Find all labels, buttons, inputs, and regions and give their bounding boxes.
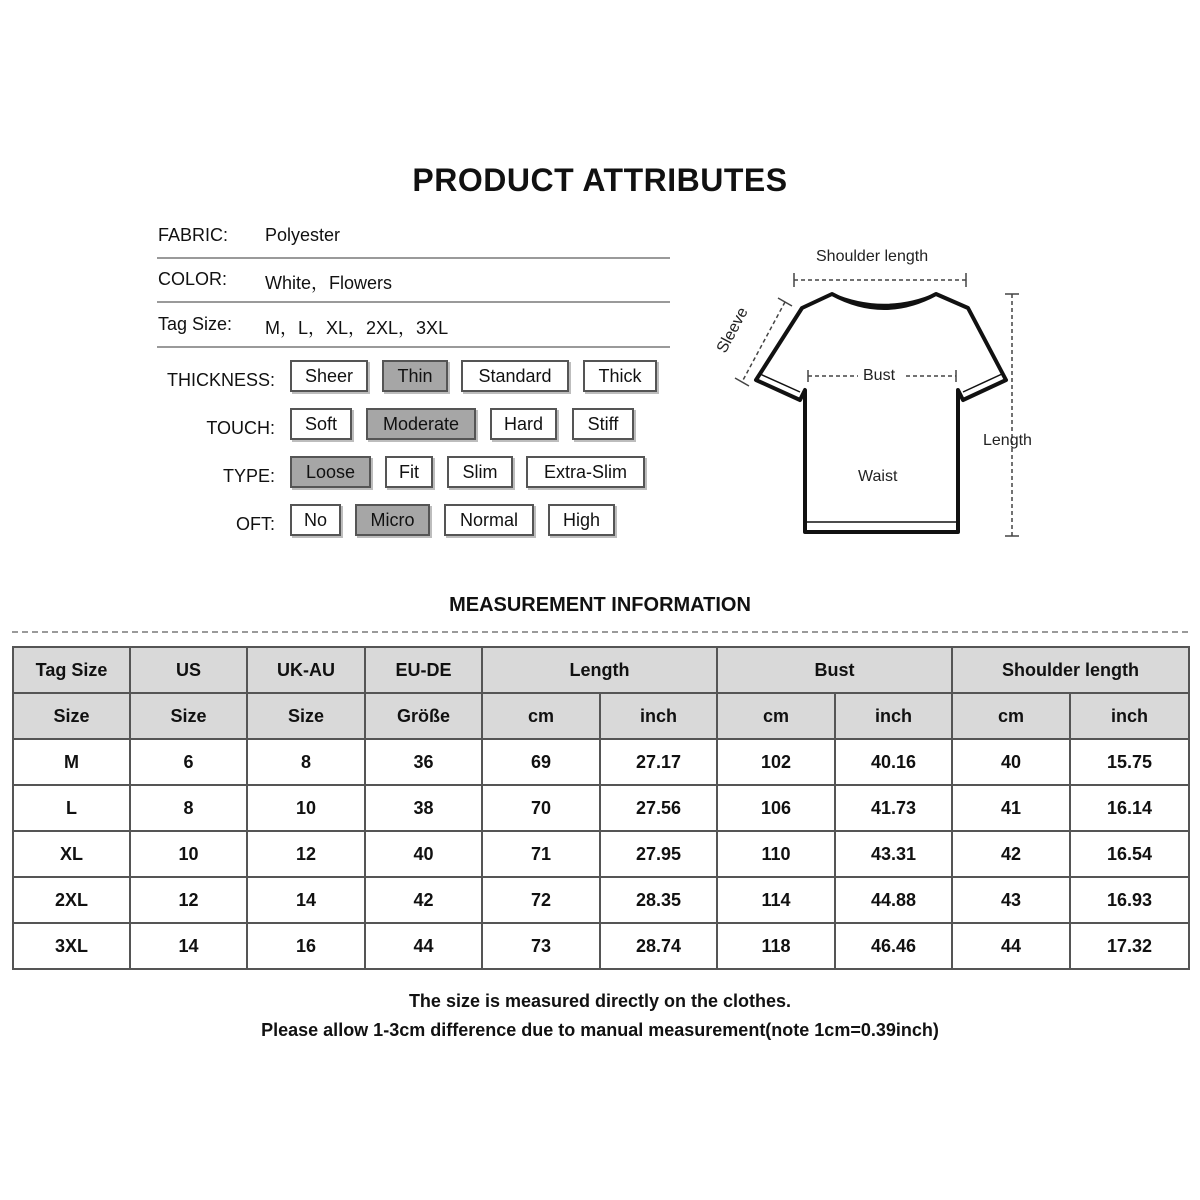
table-cell: 12 bbox=[247, 831, 365, 877]
table-cell: 28.35 bbox=[600, 877, 717, 923]
dashed-divider bbox=[12, 631, 1188, 633]
table-cell: 71 bbox=[482, 831, 600, 877]
oft-option-high: High bbox=[548, 504, 615, 536]
table-cell: 43 bbox=[952, 877, 1070, 923]
shoulder-length-label: Shoulder length bbox=[816, 248, 929, 265]
table-cell: 69 bbox=[482, 739, 600, 785]
type-label: TYPE: bbox=[222, 466, 275, 486]
table-cell: 44 bbox=[952, 923, 1070, 969]
oft-option-no: No bbox=[290, 504, 341, 536]
table-cell: 41.73 bbox=[835, 785, 952, 831]
table-row bbox=[13, 923, 1189, 969]
type-option-fit: Fit bbox=[385, 456, 433, 488]
table-row bbox=[13, 739, 1189, 785]
table-cell: 46.46 bbox=[835, 923, 952, 969]
table-cell: 118 bbox=[717, 923, 835, 969]
color-value: White，Flowers bbox=[265, 273, 393, 293]
subheader-cell: cm bbox=[482, 693, 600, 739]
touch-option-soft: Soft bbox=[290, 408, 352, 440]
oft-label: OFT: bbox=[236, 514, 275, 534]
header-cell: Bust bbox=[717, 647, 952, 693]
table-cell: 16.93 bbox=[1070, 877, 1189, 923]
table-cell: 38 bbox=[365, 785, 482, 831]
table-cell: 6 bbox=[130, 739, 247, 785]
color-label: COLOR: bbox=[158, 269, 228, 289]
thickness-option-standard: Standard bbox=[461, 360, 569, 392]
subheader-cell: Größe bbox=[365, 693, 482, 739]
tag-size-value: M，L，XL，2XL，3XL bbox=[265, 318, 449, 338]
waist-label: Waist bbox=[858, 468, 898, 485]
thickness-option-sheer: Sheer bbox=[290, 360, 368, 392]
fabric-label: FABRIC: bbox=[158, 225, 229, 245]
table-cell: 16 bbox=[247, 923, 365, 969]
subheader-cell: cm bbox=[952, 693, 1070, 739]
table-cell: 14 bbox=[247, 877, 365, 923]
table-cell: M bbox=[13, 739, 130, 785]
touch-option-stiff: Stiff bbox=[572, 408, 634, 440]
table-cell: 3XL bbox=[13, 923, 130, 969]
subheader-cell: cm bbox=[717, 693, 835, 739]
divider bbox=[157, 301, 670, 303]
table-cell: 102 bbox=[717, 739, 835, 785]
thickness-label: THICKNESS: bbox=[166, 370, 275, 390]
table-cell: 70 bbox=[482, 785, 600, 831]
table-cell: 40 bbox=[952, 739, 1070, 785]
length-label: Length bbox=[983, 432, 1032, 449]
table-cell: 8 bbox=[247, 739, 365, 785]
touch-label: TOUCH: bbox=[206, 418, 275, 438]
divider bbox=[157, 346, 670, 348]
table-cell: 10 bbox=[130, 831, 247, 877]
type-option-slim: Slim bbox=[447, 456, 513, 488]
table-cell: 27.17 bbox=[600, 739, 717, 785]
table-cell: 42 bbox=[952, 831, 1070, 877]
measurement-title: MEASUREMENT INFORMATION bbox=[449, 594, 751, 616]
table-row bbox=[13, 785, 1189, 831]
table-cell: 41 bbox=[952, 785, 1070, 831]
fabric-value: Polyester bbox=[265, 225, 341, 245]
table-cell: 14 bbox=[130, 923, 247, 969]
table-cell: 16.54 bbox=[1070, 831, 1189, 877]
table-cell: 8 bbox=[130, 785, 247, 831]
touch-option-hard: Hard bbox=[490, 408, 557, 440]
header-cell: UK-AU bbox=[247, 647, 365, 693]
bust-label: Bust bbox=[863, 367, 896, 384]
header-cell: Shoulder length bbox=[952, 647, 1189, 693]
table-cell: 72 bbox=[482, 877, 600, 923]
subheader-cell: inch bbox=[1070, 693, 1189, 739]
table-cell: 10 bbox=[247, 785, 365, 831]
subheader-cell: inch bbox=[600, 693, 717, 739]
table-cell: 73 bbox=[482, 923, 600, 969]
header-cell: Length bbox=[482, 647, 717, 693]
table-header-row bbox=[13, 647, 1189, 693]
table-cell: L bbox=[13, 785, 130, 831]
header-cell: EU-DE bbox=[365, 647, 482, 693]
header-cell: Tag Size bbox=[13, 647, 130, 693]
table-cell: 27.56 bbox=[600, 785, 717, 831]
table-cell: XL bbox=[13, 831, 130, 877]
table-cell: 44 bbox=[365, 923, 482, 969]
table-cell: 27.95 bbox=[600, 831, 717, 877]
header-cell: US bbox=[130, 647, 247, 693]
note-measured: The size is measured directly on the clothes. bbox=[408, 991, 792, 1011]
table-row bbox=[13, 831, 1189, 877]
table-cell: 42 bbox=[365, 877, 482, 923]
tshirt-outline bbox=[756, 294, 1006, 532]
subheader-cell: inch bbox=[835, 693, 952, 739]
note-difference: Please allow 1-3cm difference due to manual measurement(note 1cm=0.39inch) bbox=[261, 1020, 939, 1040]
table-cell: 43.31 bbox=[835, 831, 952, 877]
type-option-loose: Loose bbox=[290, 456, 371, 488]
table-row bbox=[13, 877, 1189, 923]
table-cell: 36 bbox=[365, 739, 482, 785]
table-cell: 106 bbox=[717, 785, 835, 831]
size-chart-table bbox=[12, 646, 1190, 970]
table-cell: 15.75 bbox=[1070, 739, 1189, 785]
table-cell: 28.74 bbox=[600, 923, 717, 969]
subheader-cell: Size bbox=[130, 693, 247, 739]
divider bbox=[157, 257, 670, 259]
subheader-cell: Size bbox=[247, 693, 365, 739]
touch-option-moderate: Moderate bbox=[366, 408, 476, 440]
table-cell: 12 bbox=[130, 877, 247, 923]
type-option-extra-slim: Extra-Slim bbox=[526, 456, 645, 488]
page-title: PRODUCT ATTRIBUTES bbox=[412, 162, 788, 198]
table-cell: 16.14 bbox=[1070, 785, 1189, 831]
tshirt-diagram bbox=[720, 240, 1060, 550]
table-cell: 110 bbox=[717, 831, 835, 877]
oft-option-micro: Micro bbox=[355, 504, 430, 536]
thickness-option-thin: Thin bbox=[382, 360, 448, 392]
table-cell: 40 bbox=[365, 831, 482, 877]
table-cell: 17.32 bbox=[1070, 923, 1189, 969]
thickness-option-thick: Thick bbox=[583, 360, 657, 392]
table-cell: 2XL bbox=[13, 877, 130, 923]
table-cell: 114 bbox=[717, 877, 835, 923]
oft-option-normal: Normal bbox=[444, 504, 534, 536]
subheader-cell: Size bbox=[13, 693, 130, 739]
tag-size-label: Tag Size: bbox=[158, 314, 233, 334]
table-subheader-row bbox=[13, 693, 1189, 739]
table-cell: 40.16 bbox=[835, 739, 952, 785]
table-cell: 44.88 bbox=[835, 877, 952, 923]
